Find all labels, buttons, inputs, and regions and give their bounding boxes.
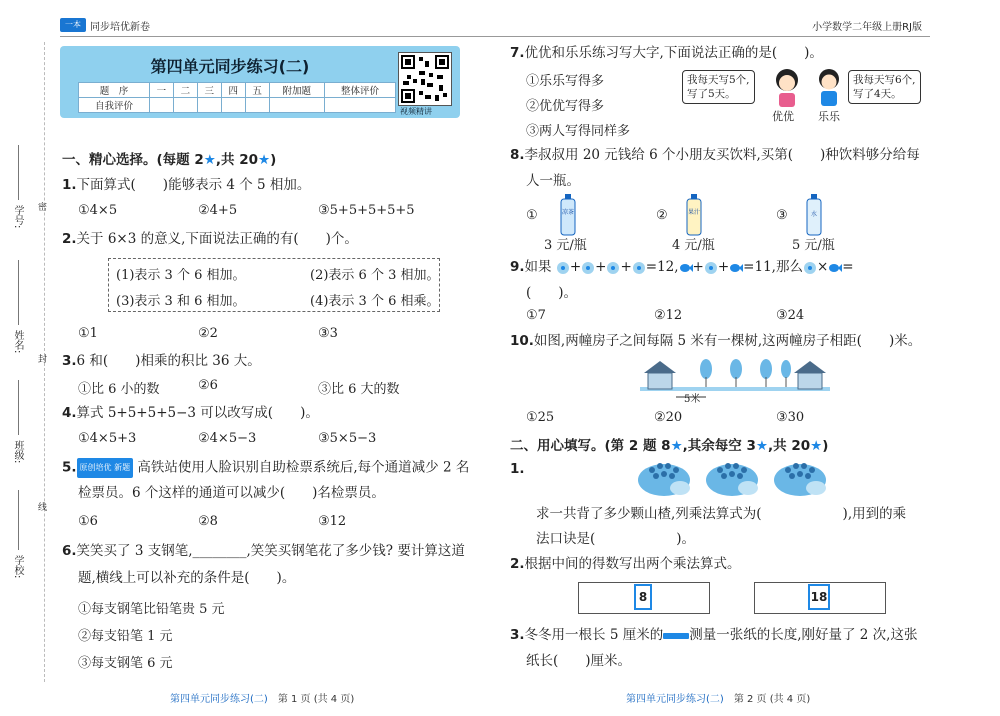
flower-icon xyxy=(556,261,570,275)
score-head-cell: 一 xyxy=(149,83,173,98)
fill-question-3-line2: 纸长( )厘米。 xyxy=(526,653,632,669)
school-label: 学校: xyxy=(12,555,23,579)
statement: (2)表示 6 个 3 相加。 xyxy=(310,268,440,283)
girl-icon xyxy=(770,66,804,110)
qr-code-icon[interactable] xyxy=(398,52,452,106)
option[interactable]: ①4×5 xyxy=(78,203,118,218)
score-head-cell: 题 序 xyxy=(79,83,150,98)
page-footer-right: 第四单元同步练习(二) 第 2 页 (共 4 页) xyxy=(626,694,811,705)
grade-label: 小学数学二年级上册RJ版 xyxy=(812,22,922,33)
option[interactable]: ②每支铅笔 1 元 xyxy=(78,629,173,644)
svg-text:水: 水 xyxy=(810,211,818,218)
option[interactable]: ②优优写得多 xyxy=(526,99,605,114)
question-3: 3.6 和( )相乘的积比 36 大。 xyxy=(62,353,261,369)
houses-trees-diagram xyxy=(640,355,830,403)
statement: (1)表示 3 个 6 相加。 xyxy=(116,268,246,283)
option[interactable]: ②4+5 xyxy=(198,203,238,218)
section-2-heading: 二、用心填写。(第 2 题 8★,其余每空 3★,共 20★) xyxy=(510,438,829,454)
star-icon: ★ xyxy=(670,438,683,454)
flower-icon xyxy=(803,261,817,275)
option[interactable]: ①4×5+3 xyxy=(78,431,137,446)
bottle-icon xyxy=(804,194,824,236)
header-divider xyxy=(60,36,930,37)
star-icon: ★ xyxy=(810,438,823,454)
option[interactable]: ③24 xyxy=(776,308,805,323)
ruler-icon xyxy=(663,632,689,640)
option[interactable]: ③比 6 大的数 xyxy=(318,382,400,397)
score-cell[interactable] xyxy=(149,98,173,113)
option[interactable]: ③5+5+5+5+5 xyxy=(318,203,415,218)
seal-char-xian: 线 xyxy=(38,503,48,513)
name-youyou: 优优 xyxy=(772,110,794,123)
score-head-cell: 三 xyxy=(197,83,221,98)
student-number-line xyxy=(18,145,19,200)
svg-text:凉茶: 凉茶 xyxy=(561,209,575,216)
question-7: 7.优优和乐乐练习写大字,下面说法正确的是( )。 xyxy=(510,45,823,61)
option[interactable]: ③30 xyxy=(776,410,805,425)
option[interactable]: ③ xyxy=(776,208,788,223)
score-cell[interactable] xyxy=(245,98,269,113)
option[interactable]: ①1 xyxy=(78,326,98,341)
question-10: 10.如图,两幢房子之间每隔 5 米有一棵树,这两幢房子相距( )米。 xyxy=(510,333,922,349)
option[interactable]: ①乐乐写得多 xyxy=(526,74,605,89)
option[interactable]: ①25 xyxy=(526,410,555,425)
fill-question-3: 3.冬冬用一根长 5 厘米的 测量一张纸的长度,刚好量了 2 次,这张 xyxy=(510,627,918,643)
hedgehog-hawthorn-picture xyxy=(636,456,836,498)
statement: (3)表示 3 和 6 相加。 xyxy=(116,294,246,309)
class-label: 班级: xyxy=(12,440,23,464)
speech-bubble-lele: 我每天写6个, 写了4天。 xyxy=(848,70,921,104)
price-label: 5 元/瓶 xyxy=(792,238,835,253)
question-6: 6.笑笑买了 3 支钢笔,________,笑笑买钢笔花了多少钱? 要计算这道 xyxy=(62,543,465,559)
option[interactable]: ②8 xyxy=(198,514,218,529)
boy-icon xyxy=(814,66,844,110)
option[interactable]: ②4×5−3 xyxy=(198,431,257,446)
score-head-cell: 四 xyxy=(221,83,245,98)
question-2: 2.关于 6×3 的意义,下面说法正确的有( )个。 xyxy=(62,231,358,247)
score-cell[interactable] xyxy=(269,98,324,113)
name-line xyxy=(18,260,19,325)
option[interactable]: ③每支钢笔 6 元 xyxy=(78,656,173,671)
star-icon: ★ xyxy=(203,152,216,168)
score-cell[interactable] xyxy=(173,98,197,113)
self-eval-label: 自我评价 xyxy=(79,98,150,113)
option[interactable]: ②20 xyxy=(654,410,683,425)
score-cell[interactable] xyxy=(324,98,395,113)
statement: (4)表示 3 个 6 相乘。 xyxy=(310,294,440,309)
fill-question-1-line2: 法口诀是( )。 xyxy=(536,531,696,547)
star-icon: ★ xyxy=(258,152,271,168)
score-table xyxy=(78,82,396,113)
option[interactable]: ③两人写得同样多 xyxy=(526,124,631,139)
speech-bubble-youyou: 我每天写5个, 写了5天。 xyxy=(682,70,755,104)
svg-text:果汁: 果汁 xyxy=(687,209,701,216)
option[interactable]: ②2 xyxy=(198,326,218,341)
question-9: 9.如果 + + + =12, + + =11,那么 × = xyxy=(510,259,854,275)
question-4: 4.算式 5+5+5+5−3 可以改写成( )。 xyxy=(62,405,319,421)
option[interactable]: ②6 xyxy=(198,378,218,393)
option[interactable]: ①7 xyxy=(526,308,546,323)
score-cell[interactable] xyxy=(197,98,221,113)
option[interactable]: ①6 xyxy=(78,514,98,529)
result-tag: 8 xyxy=(634,584,652,610)
seal-char-feng: 封 xyxy=(38,355,48,365)
fish-icon xyxy=(828,261,842,275)
option[interactable]: ① xyxy=(526,208,538,223)
bottle-icon xyxy=(684,194,704,236)
fill-question-1: 1. xyxy=(510,461,525,477)
seal-char-mi: 密 xyxy=(38,203,48,213)
student-number-label: 学号: xyxy=(12,205,23,229)
score-head-cell: 五 xyxy=(245,83,269,98)
flower-icon xyxy=(606,261,620,275)
page-title: 第四单元同步练习(二) xyxy=(150,57,310,76)
option[interactable]: ③12 xyxy=(318,514,347,529)
option[interactable]: ①每支钢笔比铅笔贵 5 元 xyxy=(78,602,225,617)
score-cell[interactable] xyxy=(221,98,245,113)
question-5: 5. 原创培优 新题 高铁站使用人脸识别自助检票系统后,每个通道减少 2 名 xyxy=(62,458,469,478)
option[interactable]: ②12 xyxy=(654,308,683,323)
measure-label: 5米 xyxy=(684,394,701,405)
question-9-line2: ( )。 xyxy=(526,285,578,301)
fill-question-2: 2.根据中间的得数写出两个乘法算式。 xyxy=(510,556,741,572)
question-5-line2: 检票员。6 个这样的通道可以减少( )名检票员。 xyxy=(78,485,385,501)
flower-icon xyxy=(581,261,595,275)
section-1-heading: 一、精心选择。(每题 2★,共 20★) xyxy=(62,152,277,168)
option[interactable]: ①比 6 小的数 xyxy=(78,382,160,397)
fish-icon xyxy=(679,261,693,275)
question-8: 8.李叔叔用 20 元钱给 6 个小朋友买饮料,买第( )种饮料够分给每 xyxy=(510,147,920,163)
option[interactable]: ③3 xyxy=(318,326,338,341)
option[interactable]: ② xyxy=(656,208,668,223)
question-6-line2: 题,横线上可以补充的条件是( )。 xyxy=(78,570,296,586)
score-head-cell: 整体评价 xyxy=(324,83,395,98)
fish-icon xyxy=(729,261,743,275)
option[interactable]: ③5×5−3 xyxy=(318,431,377,446)
brand-logo: 一本 xyxy=(60,18,86,32)
result-tag: 18 xyxy=(808,584,830,610)
question-1: 1.下面算式( )能够表示 4 个 5 相加。 xyxy=(62,177,311,193)
question-8-line2: 人一瓶。 xyxy=(526,173,580,189)
fill-question-1-text: 求一共背了多少颗山楂,列乘法算式为( ),用到的乘 xyxy=(536,506,907,522)
star-icon: ★ xyxy=(755,438,769,454)
score-head-cell: 二 xyxy=(173,83,197,98)
price-label: 4 元/瓶 xyxy=(672,238,715,253)
original-badge: 原创培优 新题 xyxy=(77,458,134,478)
class-line xyxy=(18,380,19,435)
school-line xyxy=(18,490,19,550)
flower-icon xyxy=(704,261,718,275)
name-lele: 乐乐 xyxy=(818,110,840,123)
series-title: 同步培优新卷 xyxy=(90,22,150,33)
title-banner xyxy=(60,46,460,118)
score-head-cell: 附加题 xyxy=(269,83,324,98)
qr-caption: 视频精讲 xyxy=(400,107,432,116)
page-footer-left: 第四单元同步练习(二) 第 1 页 (共 4 页) xyxy=(170,694,355,705)
name-label: 姓名: xyxy=(12,330,23,354)
flower-icon xyxy=(632,261,646,275)
price-label: 3 元/瓶 xyxy=(544,238,587,253)
bottle-icon xyxy=(558,194,578,236)
